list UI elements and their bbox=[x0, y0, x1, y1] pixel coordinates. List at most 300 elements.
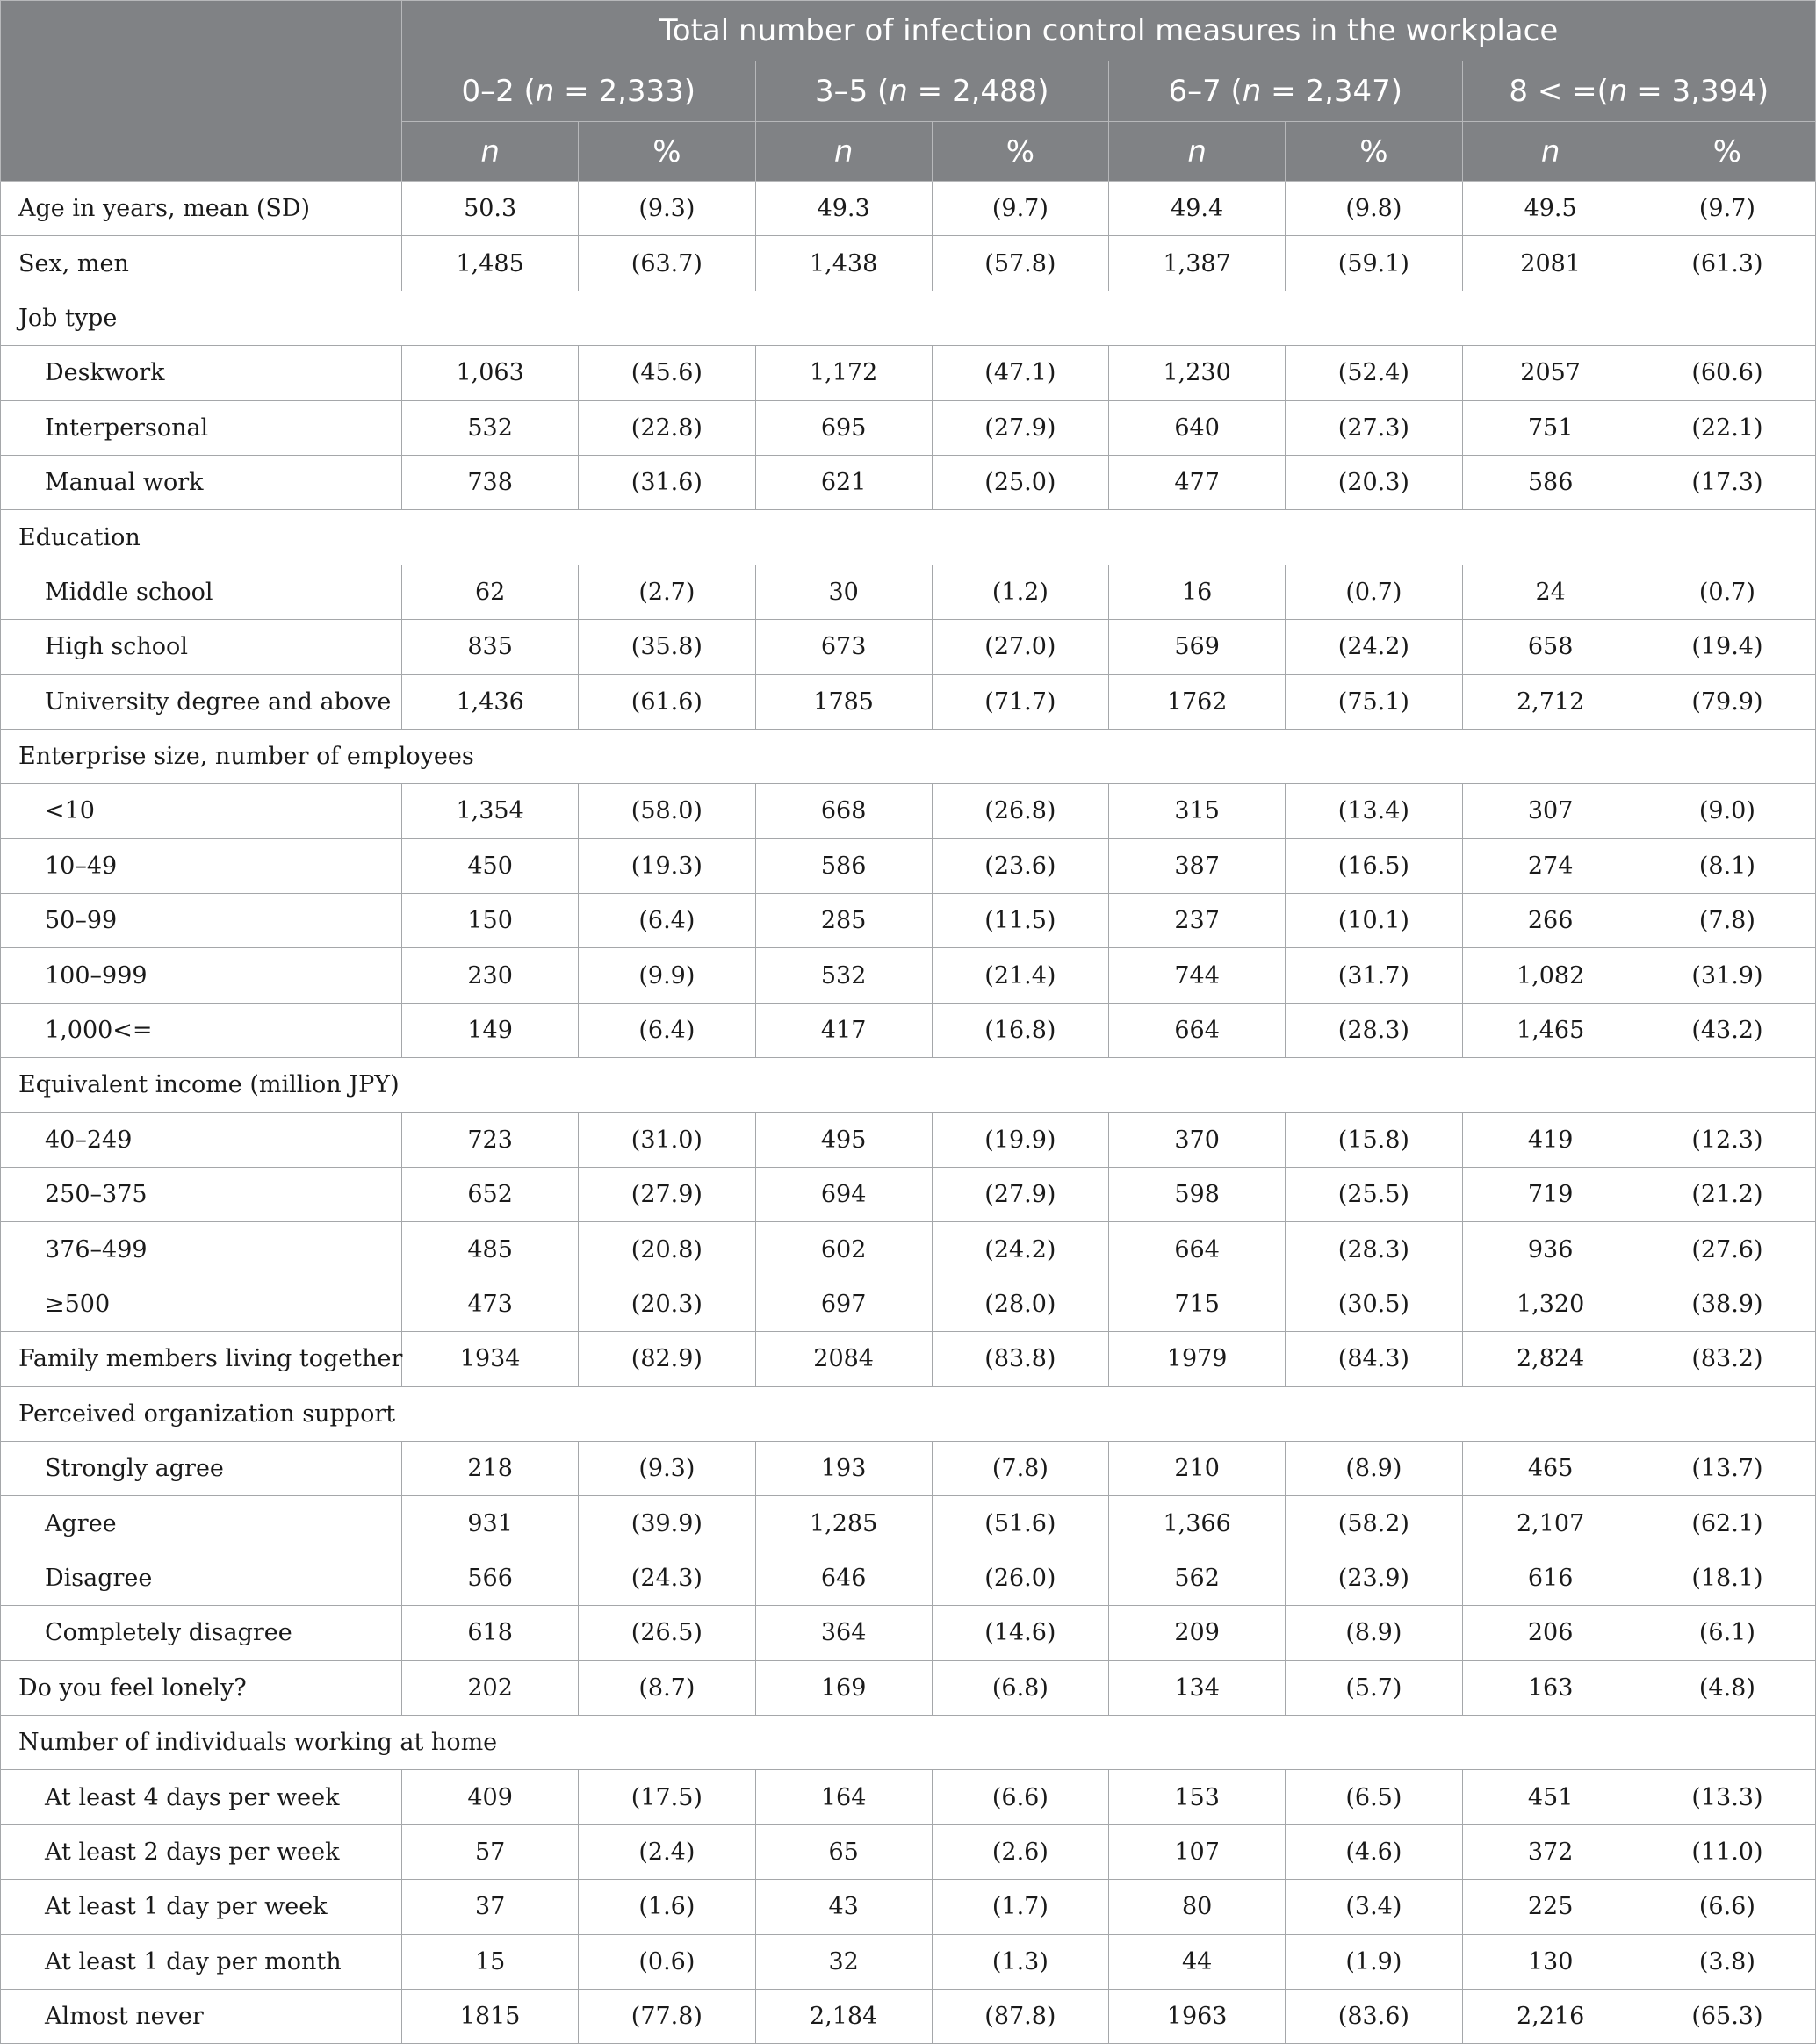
section-row bbox=[1, 1058, 1816, 1112]
percent-cell: (71.7) bbox=[932, 674, 1108, 729]
percent-cell: (9.3) bbox=[579, 182, 755, 236]
table-row bbox=[1, 674, 1816, 729]
row-label: 376–499 bbox=[1, 1222, 402, 1277]
percent-cell: (3.8) bbox=[1639, 1934, 1815, 1989]
count-cell: 206 bbox=[1462, 1606, 1639, 1660]
row-label: At least 1 day per week bbox=[1, 1880, 402, 1934]
count-cell: 387 bbox=[1109, 838, 1286, 893]
group-header: 6–7 (n = 2,347) bbox=[1109, 61, 1463, 122]
row-label: At least 4 days per week bbox=[1, 1770, 402, 1824]
count-cell: 169 bbox=[755, 1660, 932, 1715]
percent-cell: (9.9) bbox=[579, 948, 755, 1003]
row-label: Strongly agree bbox=[1, 1441, 402, 1495]
percent-cell: (11.5) bbox=[932, 894, 1108, 948]
percent-cell: (16.8) bbox=[932, 1003, 1108, 1057]
count-cell: 664 bbox=[1109, 1222, 1286, 1277]
row-label: High school bbox=[1, 620, 402, 674]
count-cell: 598 bbox=[1109, 1168, 1286, 1222]
percent-cell: (59.1) bbox=[1286, 236, 1462, 291]
percent-cell: (31.0) bbox=[579, 1112, 755, 1167]
percent-cell: (10.1) bbox=[1286, 894, 1462, 948]
count-cell: 1,438 bbox=[755, 236, 932, 291]
count-cell: 936 bbox=[1462, 1222, 1639, 1277]
percent-cell: (83.8) bbox=[932, 1332, 1108, 1386]
count-cell: 450 bbox=[402, 838, 579, 893]
percent-cell: (1.3) bbox=[932, 1934, 1108, 1989]
percent-cell: (17.3) bbox=[1639, 455, 1815, 509]
count-cell: 163 bbox=[1462, 1660, 1639, 1715]
count-cell: 30 bbox=[755, 565, 932, 619]
percent-cell: (20.8) bbox=[579, 1222, 755, 1277]
percent-cell: (27.9) bbox=[932, 400, 1108, 455]
empty-cell bbox=[1462, 1386, 1639, 1441]
count-cell: 2,107 bbox=[1462, 1496, 1639, 1551]
count-cell: 285 bbox=[755, 894, 932, 948]
count-cell: 417 bbox=[755, 1003, 932, 1057]
count-cell: 751 bbox=[1462, 400, 1639, 455]
empty-cell bbox=[1109, 729, 1286, 783]
percent-cell: (52.4) bbox=[1286, 346, 1462, 400]
count-cell: 49.5 bbox=[1462, 182, 1639, 236]
percent-cell: (82.9) bbox=[579, 1332, 755, 1386]
count-cell: 2081 bbox=[1462, 236, 1639, 291]
count-cell: 1,172 bbox=[755, 346, 932, 400]
percent-cell: (79.9) bbox=[1639, 674, 1815, 729]
count-cell: 364 bbox=[755, 1606, 932, 1660]
percent-cell: (57.8) bbox=[932, 236, 1108, 291]
table-row bbox=[1, 1496, 1816, 1551]
col-n-header: n bbox=[402, 122, 579, 182]
section-label: Equivalent income (million JPY) bbox=[1, 1058, 402, 1112]
percent-cell: (9.7) bbox=[1639, 182, 1815, 236]
row-label: Sex, men bbox=[1, 236, 402, 291]
section-row bbox=[1, 1386, 1816, 1441]
percent-cell: (19.9) bbox=[932, 1112, 1108, 1167]
count-cell: 618 bbox=[402, 1606, 579, 1660]
percent-cell: (58.2) bbox=[1286, 1496, 1462, 1551]
row-label: At least 1 day per month bbox=[1, 1934, 402, 1989]
percent-cell: (31.9) bbox=[1639, 948, 1815, 1003]
percent-cell: (4.8) bbox=[1639, 1660, 1815, 1715]
empty-cell bbox=[755, 510, 932, 565]
percent-cell: (1.9) bbox=[1286, 1934, 1462, 1989]
percent-cell: (61.3) bbox=[1639, 236, 1815, 291]
percent-cell: (22.8) bbox=[579, 400, 755, 455]
empty-cell bbox=[1286, 1715, 1462, 1769]
count-cell: 532 bbox=[755, 948, 932, 1003]
count-cell: 130 bbox=[1462, 1934, 1639, 1989]
table-row bbox=[1, 1332, 1816, 1386]
table-row bbox=[1, 1551, 1816, 1605]
percent-cell: (75.1) bbox=[1286, 674, 1462, 729]
percent-cell: (14.6) bbox=[932, 1606, 1108, 1660]
percent-cell: (26.5) bbox=[579, 1606, 755, 1660]
count-cell: 835 bbox=[402, 620, 579, 674]
empty-cell bbox=[1286, 291, 1462, 345]
percent-cell: (13.3) bbox=[1639, 1770, 1815, 1824]
percent-cell: (25.0) bbox=[932, 455, 1108, 509]
table-row bbox=[1, 620, 1816, 674]
count-cell: 225 bbox=[1462, 1880, 1639, 1934]
percent-cell: (28.0) bbox=[932, 1277, 1108, 1331]
empty-cell bbox=[932, 291, 1108, 345]
row-label: Do you feel lonely? bbox=[1, 1660, 402, 1715]
table-row bbox=[1, 948, 1816, 1003]
percent-cell: (8.7) bbox=[579, 1660, 755, 1715]
count-cell: 473 bbox=[402, 1277, 579, 1331]
header-corner bbox=[1, 1, 402, 182]
empty-cell bbox=[1462, 1058, 1639, 1112]
count-cell: 697 bbox=[755, 1277, 932, 1331]
table-body bbox=[1, 182, 1816, 2044]
percent-cell: (58.0) bbox=[579, 784, 755, 838]
percent-cell: (31.6) bbox=[579, 455, 755, 509]
percent-cell: (15.8) bbox=[1286, 1112, 1462, 1167]
count-cell: 744 bbox=[1109, 948, 1286, 1003]
count-cell: 738 bbox=[402, 455, 579, 509]
row-label: 40–249 bbox=[1, 1112, 402, 1167]
table-row bbox=[1, 1112, 1816, 1167]
count-cell: 218 bbox=[402, 1441, 579, 1495]
empty-cell bbox=[932, 1058, 1108, 1112]
percent-cell: (65.3) bbox=[1639, 1989, 1815, 2043]
percent-cell: (6.5) bbox=[1286, 1770, 1462, 1824]
percent-cell: (9.0) bbox=[1639, 784, 1815, 838]
percent-cell: (2.6) bbox=[932, 1824, 1108, 1879]
empty-cell bbox=[1462, 291, 1639, 345]
empty-cell bbox=[579, 510, 755, 565]
section-row bbox=[1, 729, 1816, 783]
percent-cell: (27.9) bbox=[932, 1168, 1108, 1222]
row-label: Family members living together bbox=[1, 1332, 402, 1386]
empty-cell bbox=[402, 1386, 579, 1441]
count-cell: 1,082 bbox=[1462, 948, 1639, 1003]
col-pct-header: % bbox=[1639, 122, 1815, 182]
count-cell: 409 bbox=[402, 1770, 579, 1824]
empty-cell bbox=[1639, 1058, 1815, 1112]
count-cell: 1,387 bbox=[1109, 236, 1286, 291]
empty-cell bbox=[932, 1715, 1108, 1769]
percent-cell: (1.7) bbox=[932, 1880, 1108, 1934]
table-row bbox=[1, 1441, 1816, 1495]
percent-cell: (7.8) bbox=[1639, 894, 1815, 948]
count-cell: 664 bbox=[1109, 1003, 1286, 1057]
table-row bbox=[1, 1880, 1816, 1934]
percent-cell: (28.3) bbox=[1286, 1222, 1462, 1277]
percent-cell: (20.3) bbox=[579, 1277, 755, 1331]
count-cell: 715 bbox=[1109, 1277, 1286, 1331]
empty-cell bbox=[402, 291, 579, 345]
percent-cell: (63.7) bbox=[579, 236, 755, 291]
percent-cell: (31.7) bbox=[1286, 948, 1462, 1003]
count-cell: 1,485 bbox=[402, 236, 579, 291]
count-cell: 32 bbox=[755, 1934, 932, 1989]
count-cell: 15 bbox=[402, 1934, 579, 1989]
percent-cell: (20.3) bbox=[1286, 455, 1462, 509]
count-cell: 164 bbox=[755, 1770, 932, 1824]
percent-cell: (30.5) bbox=[1286, 1277, 1462, 1331]
table-row bbox=[1, 1934, 1816, 1989]
count-cell: 150 bbox=[402, 894, 579, 948]
count-cell: 307 bbox=[1462, 784, 1639, 838]
percent-cell: (27.6) bbox=[1639, 1222, 1815, 1277]
count-cell: 465 bbox=[1462, 1441, 1639, 1495]
count-cell: 1979 bbox=[1109, 1332, 1286, 1386]
header-title: Total number of infection control measures in the workplace bbox=[402, 1, 1816, 61]
empty-cell bbox=[1639, 1386, 1815, 1441]
percent-cell: (0.7) bbox=[1286, 565, 1462, 619]
empty-cell bbox=[755, 729, 932, 783]
empty-cell bbox=[402, 510, 579, 565]
empty-cell bbox=[755, 1386, 932, 1441]
row-label: <10 bbox=[1, 784, 402, 838]
percent-cell: (26.0) bbox=[932, 1551, 1108, 1605]
count-cell: 646 bbox=[755, 1551, 932, 1605]
percent-cell: (43.2) bbox=[1639, 1003, 1815, 1057]
empty-cell bbox=[402, 1058, 579, 1112]
empty-cell bbox=[1639, 291, 1815, 345]
percent-cell: (28.3) bbox=[1286, 1003, 1462, 1057]
count-cell: 149 bbox=[402, 1003, 579, 1057]
count-cell: 49.3 bbox=[755, 182, 932, 236]
percent-cell: (6.8) bbox=[932, 1660, 1108, 1715]
percent-cell: (47.1) bbox=[932, 346, 1108, 400]
count-cell: 230 bbox=[402, 948, 579, 1003]
count-cell: 43 bbox=[755, 1880, 932, 1934]
empty-cell bbox=[755, 291, 932, 345]
count-cell: 107 bbox=[1109, 1824, 1286, 1879]
count-cell: 419 bbox=[1462, 1112, 1639, 1167]
count-cell: 602 bbox=[755, 1222, 932, 1277]
row-label: Completely disagree bbox=[1, 1606, 402, 1660]
row-label: 50–99 bbox=[1, 894, 402, 948]
count-cell: 621 bbox=[755, 455, 932, 509]
section-row bbox=[1, 1715, 1816, 1769]
table-row bbox=[1, 838, 1816, 893]
table-header bbox=[1, 1, 1816, 182]
count-cell: 668 bbox=[755, 784, 932, 838]
empty-cell bbox=[755, 1715, 932, 1769]
col-pct-header: % bbox=[1286, 122, 1462, 182]
percent-cell: (21.4) bbox=[932, 948, 1108, 1003]
count-cell: 134 bbox=[1109, 1660, 1286, 1715]
table-row bbox=[1, 894, 1816, 948]
count-cell: 16 bbox=[1109, 565, 1286, 619]
percent-cell: (6.4) bbox=[579, 894, 755, 948]
row-label: 250–375 bbox=[1, 1168, 402, 1222]
percent-cell: (8.1) bbox=[1639, 838, 1815, 893]
percent-cell: (9.7) bbox=[932, 182, 1108, 236]
table-row bbox=[1, 1660, 1816, 1715]
percent-cell: (6.4) bbox=[579, 1003, 755, 1057]
empty-cell bbox=[1109, 291, 1286, 345]
count-cell: 202 bbox=[402, 1660, 579, 1715]
percent-cell: (26.8) bbox=[932, 784, 1108, 838]
percent-cell: (0.7) bbox=[1639, 565, 1815, 619]
count-cell: 485 bbox=[402, 1222, 579, 1277]
percent-cell: (24.3) bbox=[579, 1551, 755, 1605]
count-cell: 451 bbox=[1462, 1770, 1639, 1824]
table-row bbox=[1, 1824, 1816, 1879]
table-row bbox=[1, 784, 1816, 838]
empty-cell bbox=[1462, 729, 1639, 783]
percent-cell: (27.3) bbox=[1286, 400, 1462, 455]
count-cell: 2,824 bbox=[1462, 1332, 1639, 1386]
count-cell: 1,230 bbox=[1109, 346, 1286, 400]
empty-cell bbox=[1109, 1386, 1286, 1441]
percent-cell: (23.6) bbox=[932, 838, 1108, 893]
empty-cell bbox=[1639, 729, 1815, 783]
count-cell: 652 bbox=[402, 1168, 579, 1222]
percent-cell: (24.2) bbox=[932, 1222, 1108, 1277]
percent-cell: (18.1) bbox=[1639, 1551, 1815, 1605]
table-row bbox=[1, 1003, 1816, 1057]
count-cell: 65 bbox=[755, 1824, 932, 1879]
empty-cell bbox=[1462, 510, 1639, 565]
count-cell: 658 bbox=[1462, 620, 1639, 674]
empty-cell bbox=[1109, 1715, 1286, 1769]
row-label: 10–49 bbox=[1, 838, 402, 893]
percent-cell: (24.2) bbox=[1286, 620, 1462, 674]
count-cell: 1934 bbox=[402, 1332, 579, 1386]
empty-cell bbox=[1462, 1715, 1639, 1769]
count-cell: 153 bbox=[1109, 1770, 1286, 1824]
count-cell: 44 bbox=[1109, 1934, 1286, 1989]
percent-cell: (8.9) bbox=[1286, 1441, 1462, 1495]
table-row bbox=[1, 1770, 1816, 1824]
count-cell: 2,216 bbox=[1462, 1989, 1639, 2043]
group-header: 0–2 (n = 2,333) bbox=[402, 61, 756, 122]
row-label: University degree and above bbox=[1, 674, 402, 729]
count-cell: 477 bbox=[1109, 455, 1286, 509]
percent-cell: (51.6) bbox=[932, 1496, 1108, 1551]
count-cell: 210 bbox=[1109, 1441, 1286, 1495]
count-cell: 586 bbox=[1462, 455, 1639, 509]
count-cell: 266 bbox=[1462, 894, 1639, 948]
percent-cell: (39.9) bbox=[579, 1496, 755, 1551]
count-cell: 315 bbox=[1109, 784, 1286, 838]
count-cell: 723 bbox=[402, 1112, 579, 1167]
percent-cell: (1.2) bbox=[932, 565, 1108, 619]
count-cell: 62 bbox=[402, 565, 579, 619]
count-cell: 1,063 bbox=[402, 346, 579, 400]
percent-cell: (5.7) bbox=[1286, 1660, 1462, 1715]
count-cell: 532 bbox=[402, 400, 579, 455]
row-label: Almost never bbox=[1, 1989, 402, 2043]
percent-cell: (27.0) bbox=[932, 620, 1108, 674]
percent-cell: (6.6) bbox=[1639, 1880, 1815, 1934]
count-cell: 1,436 bbox=[402, 674, 579, 729]
row-label: Interpersonal bbox=[1, 400, 402, 455]
count-cell: 1,285 bbox=[755, 1496, 932, 1551]
section-label: Job type bbox=[1, 291, 402, 345]
percent-cell: (22.1) bbox=[1639, 400, 1815, 455]
group-header: 3–5 (n = 2,488) bbox=[755, 61, 1109, 122]
count-cell: 274 bbox=[1462, 838, 1639, 893]
row-label: ≥500 bbox=[1, 1277, 402, 1331]
empty-cell bbox=[1639, 510, 1815, 565]
table-row bbox=[1, 1222, 1816, 1277]
count-cell: 640 bbox=[1109, 400, 1286, 455]
count-cell: 931 bbox=[402, 1496, 579, 1551]
percent-cell: (2.7) bbox=[579, 565, 755, 619]
row-label: 100–999 bbox=[1, 948, 402, 1003]
count-cell: 569 bbox=[1109, 620, 1286, 674]
percent-cell: (19.4) bbox=[1639, 620, 1815, 674]
percent-cell: (12.3) bbox=[1639, 1112, 1815, 1167]
count-cell: 566 bbox=[402, 1551, 579, 1605]
empty-cell bbox=[1286, 729, 1462, 783]
col-n-header: n bbox=[1462, 122, 1639, 182]
percent-cell: (9.8) bbox=[1286, 182, 1462, 236]
table-row bbox=[1, 1989, 1816, 2043]
table-row bbox=[1, 565, 1816, 619]
table-row bbox=[1, 1168, 1816, 1222]
table-row bbox=[1, 346, 1816, 400]
percent-cell: (45.6) bbox=[579, 346, 755, 400]
count-cell: 49.4 bbox=[1109, 182, 1286, 236]
count-cell: 2,712 bbox=[1462, 674, 1639, 729]
section-label: Number of individuals working at home bbox=[1, 1715, 402, 1769]
percent-cell: (61.6) bbox=[579, 674, 755, 729]
count-cell: 80 bbox=[1109, 1880, 1286, 1934]
table-row bbox=[1, 400, 1816, 455]
col-n-header: n bbox=[1109, 122, 1286, 182]
count-cell: 1,465 bbox=[1462, 1003, 1639, 1057]
table-row bbox=[1, 1277, 1816, 1331]
percent-cell: (25.5) bbox=[1286, 1168, 1462, 1222]
percent-cell: (62.1) bbox=[1639, 1496, 1815, 1551]
percent-cell: (9.3) bbox=[579, 1441, 755, 1495]
count-cell: 673 bbox=[755, 620, 932, 674]
col-n-header: n bbox=[755, 122, 932, 182]
empty-cell bbox=[1286, 1386, 1462, 1441]
count-cell: 57 bbox=[402, 1824, 579, 1879]
empty-cell bbox=[932, 729, 1108, 783]
percent-cell: (83.6) bbox=[1286, 1989, 1462, 2043]
percent-cell: (23.9) bbox=[1286, 1551, 1462, 1605]
count-cell: 1,366 bbox=[1109, 1496, 1286, 1551]
percent-cell: (3.4) bbox=[1286, 1880, 1462, 1934]
section-row bbox=[1, 291, 1816, 345]
count-cell: 2084 bbox=[755, 1332, 932, 1386]
empty-cell bbox=[1286, 1058, 1462, 1112]
section-label: Education bbox=[1, 510, 402, 565]
row-label: Age in years, mean (SD) bbox=[1, 182, 402, 236]
row-label: Agree bbox=[1, 1496, 402, 1551]
percent-cell: (6.6) bbox=[932, 1770, 1108, 1824]
percent-cell: (13.7) bbox=[1639, 1441, 1815, 1495]
count-cell: 1,354 bbox=[402, 784, 579, 838]
percent-cell: (6.1) bbox=[1639, 1606, 1815, 1660]
count-cell: 209 bbox=[1109, 1606, 1286, 1660]
count-cell: 719 bbox=[1462, 1168, 1639, 1222]
percent-cell: (2.4) bbox=[579, 1824, 755, 1879]
row-label: Manual work bbox=[1, 455, 402, 509]
row-label: Deskwork bbox=[1, 346, 402, 400]
empty-cell bbox=[932, 1386, 1108, 1441]
count-cell: 586 bbox=[755, 838, 932, 893]
percent-cell: (4.6) bbox=[1286, 1824, 1462, 1879]
table-row bbox=[1, 182, 1816, 236]
percent-cell: (8.9) bbox=[1286, 1606, 1462, 1660]
count-cell: 372 bbox=[1462, 1824, 1639, 1879]
count-cell: 24 bbox=[1462, 565, 1639, 619]
percent-cell: (21.2) bbox=[1639, 1168, 1815, 1222]
percent-cell: (13.4) bbox=[1286, 784, 1462, 838]
section-row bbox=[1, 510, 1816, 565]
empty-cell bbox=[579, 1386, 755, 1441]
